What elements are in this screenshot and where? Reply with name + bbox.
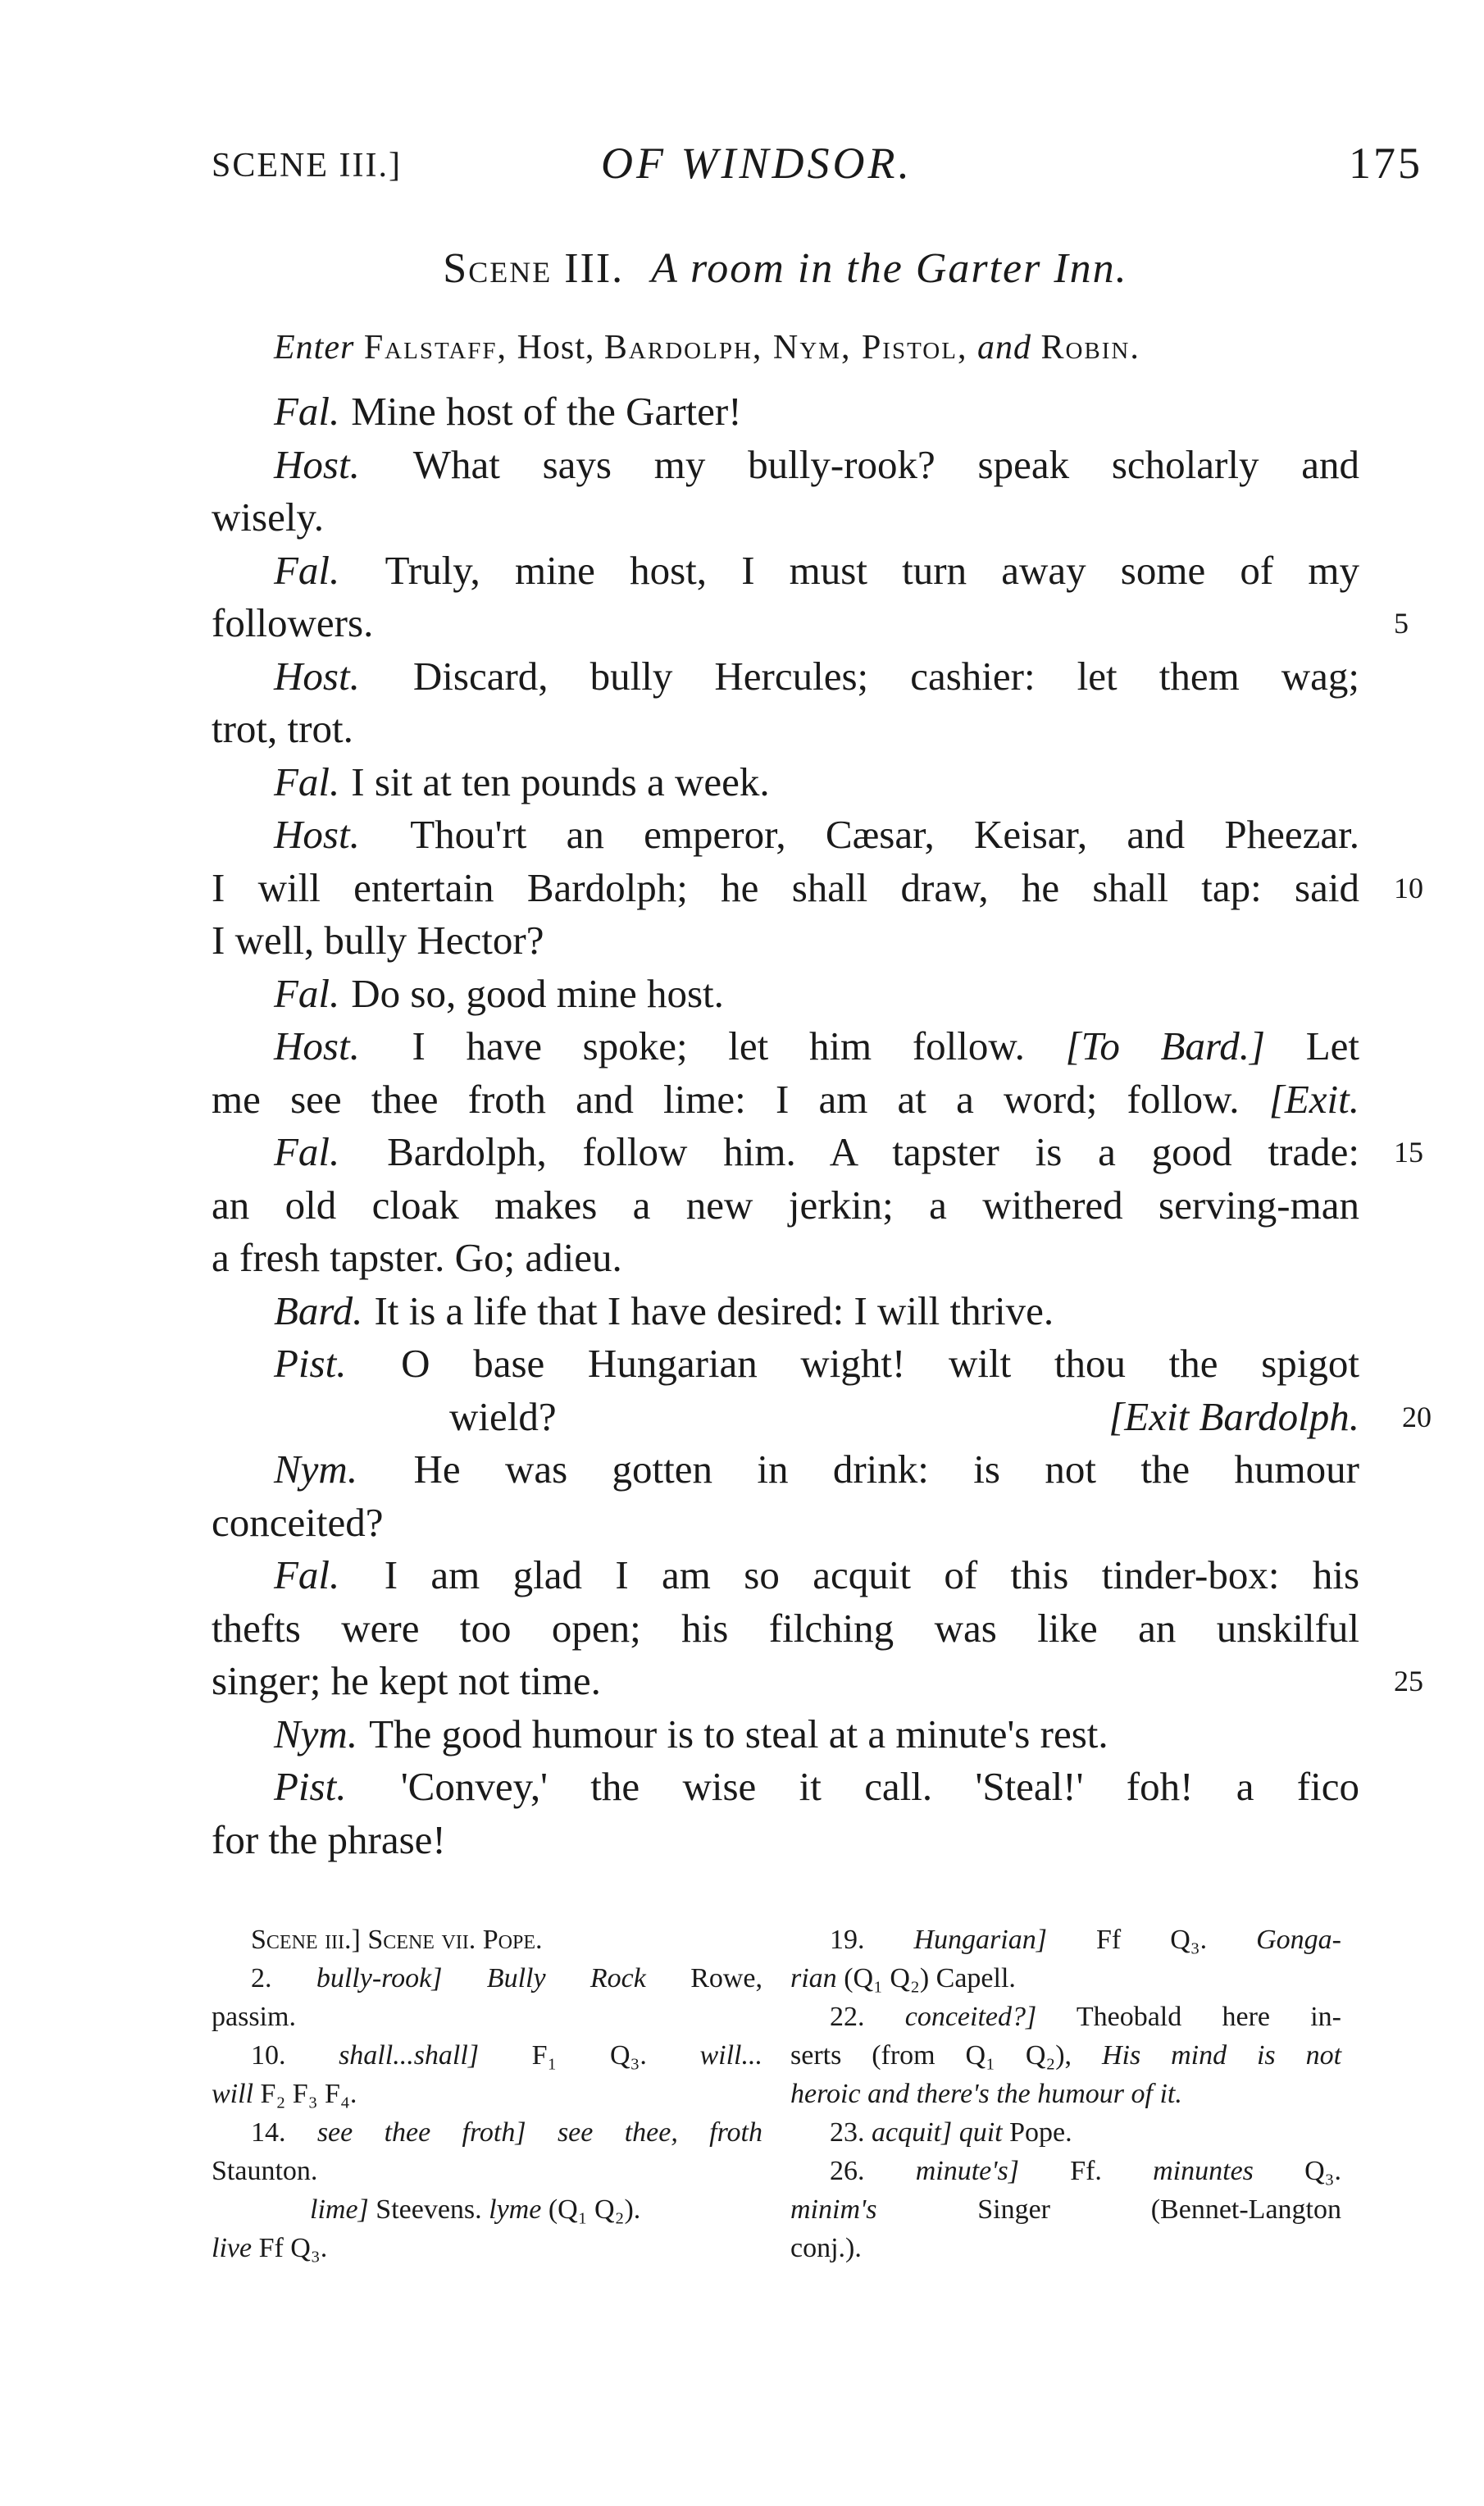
text-line bbox=[212, 439, 1359, 492]
footnote-variant: Bully Rock bbox=[486, 1963, 646, 1993]
scene-label: Scene III. bbox=[443, 245, 625, 292]
text-line bbox=[212, 1285, 1359, 1338]
footnote-line: Staunton. bbox=[212, 2156, 318, 2186]
footnote-lemma: bully-rook] bbox=[316, 1963, 443, 1993]
stage-direction-inline: [To Bard.] bbox=[1065, 1023, 1266, 1068]
line-text: Bardolph, follow him. A tapster is a good trade: bbox=[387, 1129, 1359, 1174]
speaker-name: Fal. bbox=[274, 970, 340, 1016]
line-number: 10 bbox=[1394, 871, 1423, 904]
line-number: 20 bbox=[1402, 1400, 1432, 1433]
footnote-variant: lyme bbox=[489, 2194, 542, 2225]
text-line bbox=[212, 1232, 1359, 1285]
text-line bbox=[212, 385, 1359, 439]
footnote-line bbox=[212, 2229, 762, 2267]
footnote-source: F₁ Q₃. bbox=[531, 2040, 647, 2071]
line-text: He was gotten in drink: is not the humour bbox=[413, 1447, 1359, 1492]
play-text bbox=[212, 385, 1432, 1866]
footnote-variant: see thee, froth bbox=[557, 2117, 763, 2148]
text-line bbox=[212, 544, 1359, 598]
footnote-variant: minuntes bbox=[1153, 2156, 1254, 2186]
footnote-line: Scene iii.] Scene vii. Pope. bbox=[251, 1925, 543, 1955]
speaker-name: Host. bbox=[274, 441, 360, 487]
text-line bbox=[212, 1179, 1359, 1232]
footnote-source: Rowe, bbox=[690, 1963, 763, 1993]
text-line bbox=[212, 1497, 1359, 1550]
footnote-line bbox=[212, 1959, 762, 1998]
footnote-variant: His mind is not bbox=[1101, 2040, 1342, 2071]
speaker-name: Fal. bbox=[274, 547, 340, 593]
line-text: Mine host of the Garter! bbox=[351, 389, 742, 434]
text-line bbox=[212, 491, 1359, 544]
footnote-note: Theobald here in- bbox=[1076, 2002, 1341, 2032]
footnote-line bbox=[212, 2036, 762, 2075]
text-line bbox=[212, 1814, 1359, 1867]
footnote-source: Steevens. bbox=[376, 2194, 482, 2225]
footnote-ref: 23. bbox=[830, 2117, 865, 2148]
line-number: 15 bbox=[1394, 1136, 1423, 1169]
text-line bbox=[212, 1655, 1423, 1708]
stage-direction bbox=[274, 328, 1140, 367]
footnote-source: Singer bbox=[977, 2194, 1051, 2225]
text-line bbox=[212, 1443, 1359, 1497]
line-text: singer; he kept not time. bbox=[212, 1658, 601, 1703]
text-line bbox=[212, 1602, 1359, 1656]
footnote-line bbox=[212, 2113, 762, 2152]
line-text: I sit at ten pounds a week. bbox=[351, 759, 770, 804]
speaker-name: Fal. bbox=[274, 1552, 340, 1597]
stage-direction-inline: [Exit Bardolph. bbox=[1108, 1393, 1359, 1439]
speaker-name: Nym. bbox=[274, 1711, 358, 1756]
speaker-name: Pist. bbox=[274, 1764, 347, 1809]
footnote-line bbox=[790, 2190, 1341, 2229]
footnote-ref: 2. bbox=[251, 1963, 272, 1993]
footnote-line bbox=[790, 2036, 1341, 2075]
footnote-lemma: conceited?] bbox=[904, 2002, 1037, 2032]
text-line bbox=[212, 650, 1359, 704]
text-line bbox=[212, 1391, 1432, 1444]
line-number: 25 bbox=[1394, 1665, 1423, 1697]
line-text: wield? bbox=[449, 1393, 557, 1439]
footnote-source: Ff. bbox=[1070, 2156, 1102, 2186]
text-line bbox=[212, 968, 1359, 1021]
line-text: O base Hungarian wight! wilt thou the spigot bbox=[401, 1341, 1360, 1386]
text-line bbox=[212, 597, 1409, 650]
line-text: for the phrase! bbox=[212, 1816, 446, 1862]
running-head bbox=[212, 138, 1423, 195]
page-number: 175 bbox=[1349, 139, 1423, 188]
footnote-source: Ff Q₃. bbox=[258, 2233, 328, 2263]
footnote-lemma: see thee froth] bbox=[316, 2117, 526, 2148]
footnote-line bbox=[212, 2190, 762, 2229]
text-line bbox=[212, 703, 1359, 756]
speaker-name: Nym. bbox=[274, 1447, 358, 1492]
line-text: I am glad I am so acquit of this tinder-box: his bbox=[384, 1552, 1360, 1597]
footnote-lemma: shall...shall] bbox=[339, 2040, 480, 2071]
line-text: Thou'rt an emperor, Cæsar, Keisar, and Pheezar. bbox=[410, 812, 1359, 857]
footnote-ref: 26. bbox=[830, 2156, 865, 2186]
line-text: followers. bbox=[212, 600, 374, 645]
footnote-line bbox=[790, 2152, 1341, 2190]
footnote-variant: quit bbox=[958, 2117, 1003, 2148]
line-text: The good humour is to steal at a minute's rest. bbox=[369, 1711, 1108, 1756]
footnote-source: (Q₁ Q₂) Capell. bbox=[844, 1963, 1016, 1993]
speaker-name: Host. bbox=[274, 1023, 360, 1068]
text-line bbox=[212, 1337, 1359, 1391]
text-line bbox=[212, 862, 1423, 915]
footnote-line: passim. bbox=[212, 2002, 296, 2032]
line-text: Do so, good mine host. bbox=[351, 970, 724, 1016]
footnote-line bbox=[790, 2113, 1341, 2152]
footnote-line bbox=[212, 2075, 762, 2113]
footnote-variant: will bbox=[212, 2079, 254, 2109]
footnote-line: conj.). bbox=[790, 2233, 862, 2263]
stage-and: and bbox=[976, 329, 1031, 367]
footnote-variant: will... bbox=[699, 2040, 762, 2071]
line-text: I have spoke; let him follow. bbox=[412, 1023, 1025, 1068]
footnote-note: serts (from Q₁ Q₂), bbox=[790, 2040, 1072, 2071]
footnote-lemma: Hungarian] bbox=[913, 1925, 1047, 1955]
stage-host: Host, bbox=[517, 329, 595, 367]
footnote-source: (Q₁ Q₂). bbox=[548, 2194, 641, 2225]
speaker-name: Fal. bbox=[274, 389, 340, 434]
stage-enter: Enter bbox=[274, 329, 355, 367]
footnote-source: Pope. bbox=[1009, 2117, 1072, 2148]
text-line bbox=[212, 1761, 1359, 1814]
line-text: It is a life that I have desired: I will thrive. bbox=[374, 1287, 1054, 1333]
line-text: conceited? bbox=[212, 1499, 384, 1545]
text-line bbox=[212, 756, 1359, 809]
line-text: Discard, bully Hercules; cashier: let them wag; bbox=[412, 653, 1360, 699]
running-head-title: OF WINDSOR. bbox=[601, 139, 913, 188]
footnote-lemma: minute's] bbox=[915, 2156, 1019, 2186]
footnotes-right-column bbox=[790, 1921, 1341, 2267]
text-line bbox=[212, 914, 1359, 968]
footnote-line bbox=[790, 2075, 1341, 2113]
footnotes-left-column bbox=[212, 1921, 762, 2267]
footnote-line bbox=[790, 1998, 1341, 2036]
footnote-variant: live bbox=[212, 2233, 253, 2263]
footnote-source: Ff Q₃. bbox=[1095, 1925, 1208, 1955]
scene-heading bbox=[212, 244, 1359, 293]
text-line bbox=[212, 1073, 1359, 1127]
footnote-source: Q₃. bbox=[1304, 2156, 1342, 2186]
speaker-name: Fal. bbox=[274, 1129, 340, 1174]
line-text: a fresh tapster. Go; adieu. bbox=[212, 1235, 622, 1280]
footnote-variant: Gonga- bbox=[1256, 1925, 1341, 1955]
line-text: I will entertain Bardolph; he shall draw, he shall tap: said bbox=[212, 864, 1359, 910]
footnote-variant: minim's bbox=[790, 2194, 877, 2225]
line-text: 'Convey,' the wise it call. 'Steal!' foh! a fico bbox=[400, 1764, 1359, 1809]
stage-direction-inline: [Exit. bbox=[1268, 1076, 1359, 1122]
line-text: Let bbox=[1305, 1023, 1360, 1068]
scene-location: A room in the Garter Inn. bbox=[651, 245, 1128, 292]
text-line bbox=[212, 1708, 1359, 1761]
speaker-name: Fal. bbox=[274, 759, 340, 804]
stage-names-3: Robin. bbox=[1040, 329, 1140, 367]
line-text: wisely. bbox=[212, 494, 324, 540]
footnote-ref: 19. bbox=[830, 1925, 865, 1955]
text-line bbox=[212, 1020, 1359, 1073]
speaker-name: Host. bbox=[274, 812, 360, 857]
line-number: 5 bbox=[1394, 607, 1409, 640]
line-text: an old cloak makes a new jerkin; a withered serving-man bbox=[212, 1182, 1359, 1228]
line-text: trot, trot. bbox=[212, 706, 353, 751]
speaker-name: Host. bbox=[274, 653, 360, 699]
footnote-variant: heroic and there's the humour of it. bbox=[790, 2079, 1182, 2109]
text-line bbox=[212, 809, 1359, 862]
footnote-source: F₂ F₃ F₄. bbox=[260, 2079, 357, 2109]
line-text: What says my bully-rook? speak scholarly and bbox=[412, 441, 1359, 487]
text-line bbox=[212, 1549, 1359, 1602]
footnote-line bbox=[790, 1921, 1341, 1959]
footnote-lemma: acquit] bbox=[872, 2117, 953, 2148]
footnote-ref: 22. bbox=[830, 2002, 865, 2032]
footnote-source: (Bennet-Langton bbox=[1150, 2194, 1341, 2225]
line-text: thefts were too open; his filching was like an unskilful bbox=[212, 1605, 1359, 1651]
text-line bbox=[212, 1126, 1423, 1179]
speaker-name: Pist. bbox=[274, 1341, 347, 1386]
stage-names-2: Bardolph, Nym, Pistol, bbox=[603, 329, 968, 367]
footnote-ref: 10. bbox=[251, 2040, 286, 2071]
footnote-ref: 14. bbox=[251, 2117, 286, 2148]
footnote-variant: rian bbox=[790, 1963, 837, 1993]
footnote-line bbox=[790, 1959, 1341, 1998]
running-head-left: SCENE III.] bbox=[212, 147, 402, 185]
line-text: Truly, mine host, I must turn away some of my bbox=[385, 547, 1359, 593]
stage-names-1: Falstaff, bbox=[363, 329, 508, 367]
line-text: I well, bully Hector? bbox=[212, 918, 544, 963]
speaker-name: Bard. bbox=[274, 1287, 363, 1333]
footnote-lemma: lime] bbox=[310, 2194, 369, 2225]
line-text: me see thee froth and lime: I am at a word; follow. bbox=[212, 1076, 1240, 1122]
